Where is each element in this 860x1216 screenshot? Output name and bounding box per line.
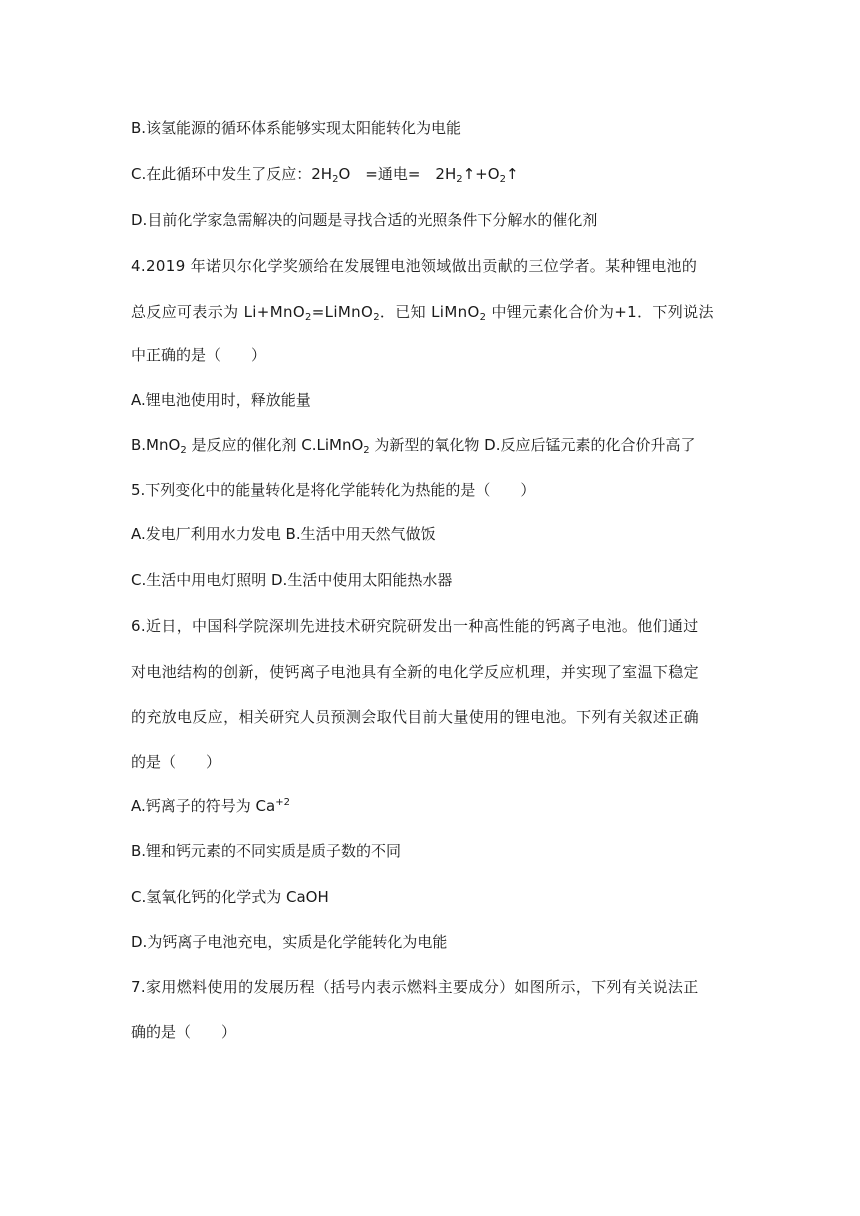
text-line-15: 的是（ ） bbox=[131, 753, 222, 771]
text-line-2: C.在此循环中发生了反应：$2H_2O$ =通电= $2H_2↑+O_2↑$ bbox=[131, 165, 519, 185]
text-line-7: A.锂电池使用时，释放能量 bbox=[131, 391, 311, 409]
text-line-19: D.为钙离子电池充电，实质是化学能转化为电能 bbox=[131, 933, 448, 951]
text-line-14: 的充放电反应，相关研究人员预测会取代目前大量使用的锂电池。下列有关叙述正确 bbox=[131, 708, 699, 726]
text-line-4: 4.2019 年诺贝尔化学奖颁给在发展锂电池领域做出贡献的三位学者。某种锂电池的 bbox=[131, 257, 698, 275]
text-line-3: D.目前化学家急需解决的问题是寻找合适的光照条件下分解水的催化剂 bbox=[131, 211, 598, 229]
text-line-1: B.该氢能源的循环体系能够实现太阳能转化为电能 bbox=[131, 119, 462, 137]
text-line-17: B.锂和钙元素的不同实质是质子数的不同 bbox=[131, 842, 402, 860]
text-line-21: 确的是（ ） bbox=[131, 1023, 237, 1041]
text-line-6: 中正确的是（ ） bbox=[131, 346, 267, 364]
text-line-11: C.生活中用电灯照明 D.生活中使用太阳能热水器 bbox=[131, 571, 453, 589]
text-line-5: 总反应可表示为 Li+MnO$_2$=LiMnO$_2$．已知 LiMnO$_2$ 中锂元素化合价为+1．下列说法 bbox=[131, 303, 714, 323]
text-line-10: A.发电厂利用水力发电 B.生活中用天然气做饭 bbox=[131, 525, 436, 543]
text-line-20: 7.家用燃料使用的发展历程（括号内表示燃料主要成分）如图所示，下列有关说法正 bbox=[131, 978, 699, 996]
text-line-18: C.氢氧化钙的化学式为 CaOH bbox=[131, 888, 329, 906]
text-line-13: 对电池结构的创新，使钙离子电池具有全新的电化学反应机理，并实现了室温下稳定 bbox=[131, 663, 699, 681]
text-line-16: A.钙离子的符号为 $Ca^{+2}$ bbox=[131, 797, 290, 815]
text-line-8: B.MnO$_2$ 是反应的催化剂 C.LiMnO$_2$ 为新型的氧化物 D.反应后锰元素的化合价升高了 bbox=[131, 436, 696, 456]
text-line-12: 6.近日，中国科学院深圳先进技术研究院研发出一种高性能的钙离子电池。他们通过 bbox=[131, 617, 699, 635]
text-line-9: 5.下列变化中的能量转化是将化学能转化为热能的是（ ） bbox=[131, 481, 536, 499]
